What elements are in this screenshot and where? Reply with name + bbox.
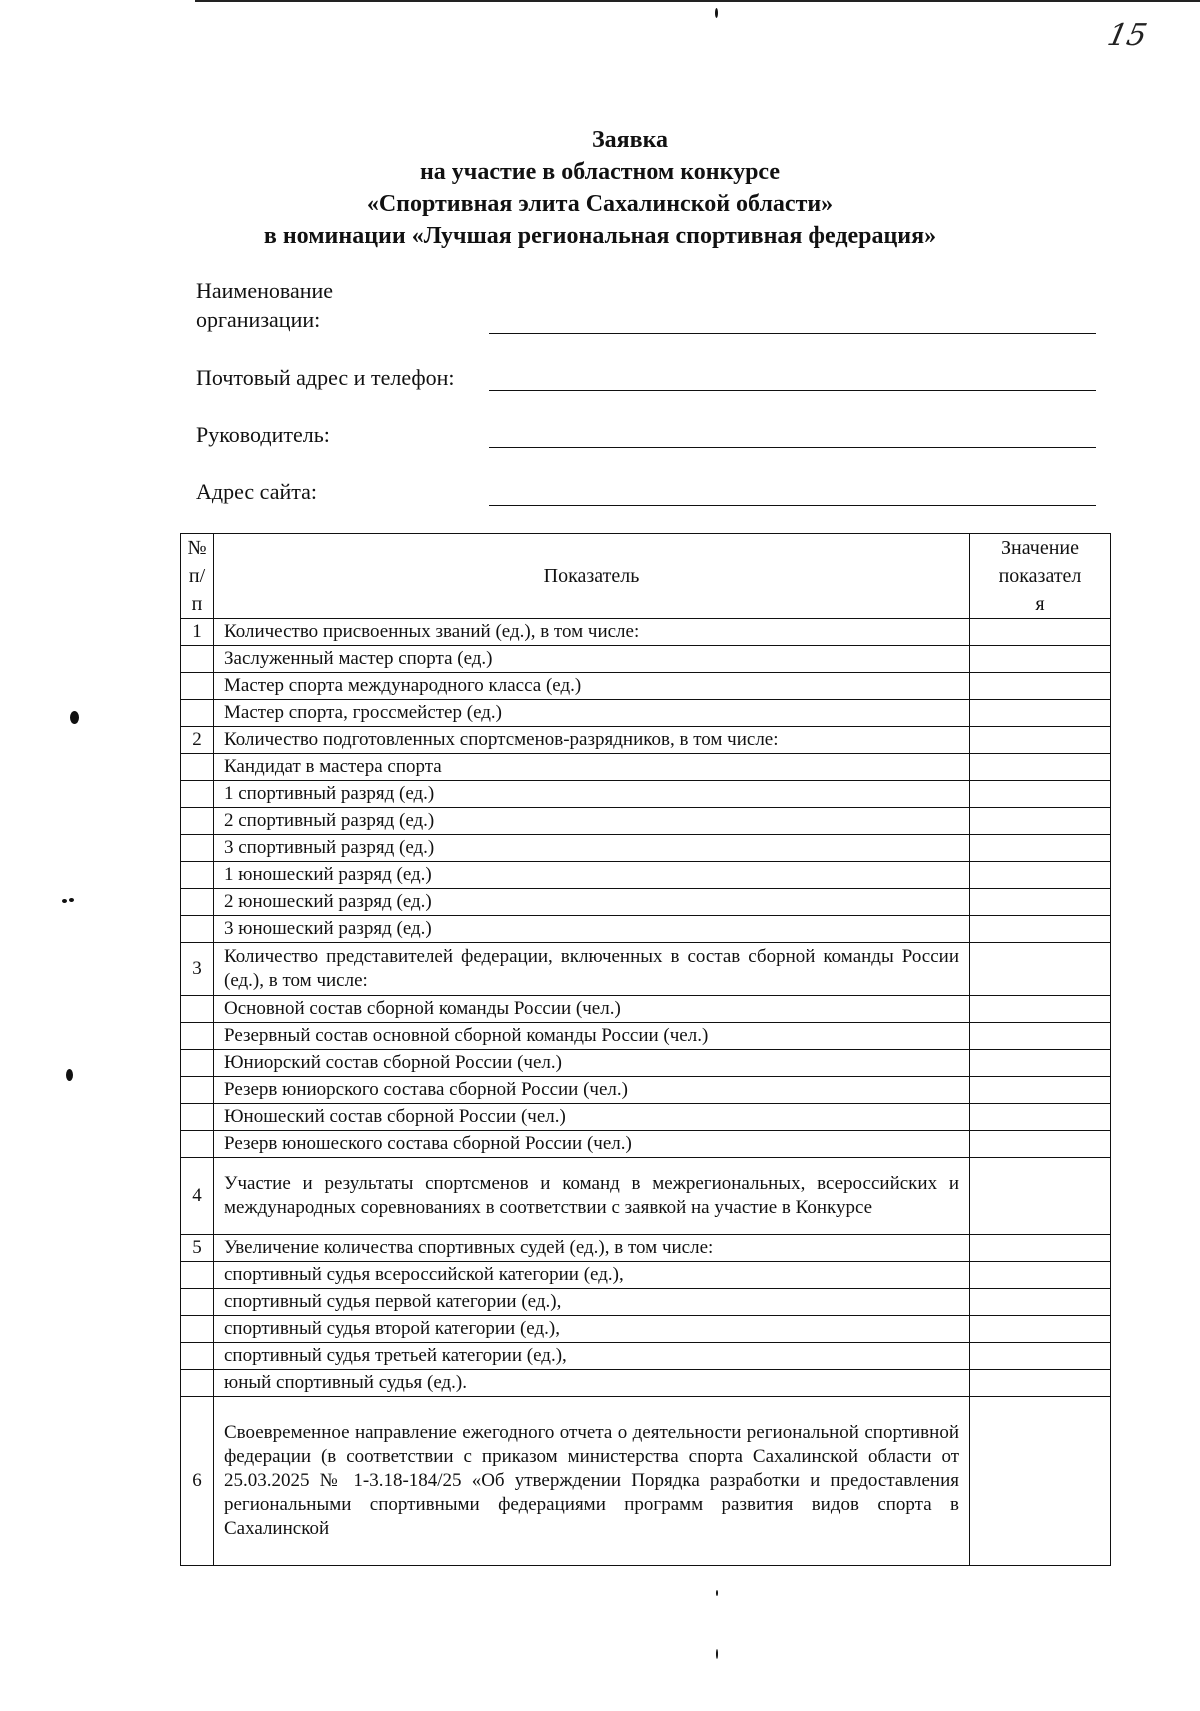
row-value-cell[interactable] <box>970 646 1111 673</box>
scan-speck <box>69 898 74 902</box>
head-field[interactable] <box>489 447 1096 448</box>
table-row <box>181 1131 1111 1158</box>
row-number-cell <box>181 1077 214 1104</box>
row-number-cell <box>181 673 214 700</box>
row-indicator-cell: спортивный судья второй категории (ед.), <box>214 1316 970 1343</box>
header-value-line-2: показател <box>998 565 1082 587</box>
row-indicator-cell: Заслуженный мастер спорта (ед.) <box>214 646 970 673</box>
table-row <box>181 700 1111 727</box>
row-number-cell <box>181 1262 214 1289</box>
row-indicator-cell: Количество подготовленных спортсменов-разрядников, в том числе: <box>214 727 970 754</box>
scan-speck <box>70 711 79 724</box>
row-value-cell[interactable] <box>970 943 1111 996</box>
row-indicator-cell: 1 спортивный разряд (ед.) <box>214 781 970 808</box>
top-border-line <box>195 0 1200 2</box>
document-title <box>0 124 1200 252</box>
row-number-cell <box>181 700 214 727</box>
header-num-line-3: п <box>191 593 203 615</box>
row-value-cell[interactable] <box>970 727 1111 754</box>
row-indicator-cell: 3 юношеский разряд (ед.) <box>214 916 970 943</box>
org-name-field[interactable] <box>489 333 1096 334</box>
website-label: Адрес сайта: <box>196 479 317 504</box>
table-row <box>181 1316 1111 1343</box>
row-indicator-cell: Резервный состав основной сборной команды России (чел.) <box>214 1023 970 1050</box>
table-row <box>181 889 1111 916</box>
row-indicator-cell: Основной состав сборной команды России (чел.) <box>214 996 970 1023</box>
row-value-cell[interactable] <box>970 1023 1111 1050</box>
header-value-cell <box>970 534 1111 619</box>
row-value-cell[interactable] <box>970 1343 1111 1370</box>
row-indicator-cell: Мастер спорта международного класса (ед.) <box>214 673 970 700</box>
table-row <box>181 835 1111 862</box>
row-number-cell: 3 <box>181 943 214 996</box>
row-indicator-cell: Юниорский состав сборной России (чел.) <box>214 1050 970 1077</box>
table-row <box>181 1235 1111 1262</box>
table-body <box>181 619 1111 1566</box>
row-number-cell <box>181 781 214 808</box>
org-name-label <box>196 276 333 334</box>
page-number: 15 <box>1104 18 1150 53</box>
table-row <box>181 1370 1111 1397</box>
row-number-cell: 1 <box>181 619 214 646</box>
row-value-cell[interactable] <box>970 1289 1111 1316</box>
table-row <box>181 727 1111 754</box>
row-indicator-cell: 3 спортивный разряд (ед.) <box>214 835 970 862</box>
row-value-cell[interactable] <box>970 1316 1111 1343</box>
row-number-cell: 2 <box>181 727 214 754</box>
row-number-cell <box>181 1131 214 1158</box>
table-row <box>181 781 1111 808</box>
row-value-cell[interactable] <box>970 996 1111 1023</box>
header-indicator-cell: Показатель <box>214 534 970 619</box>
scan-speck <box>62 899 67 903</box>
header-value-line-1: Значение <box>1000 537 1080 559</box>
table-row <box>181 1023 1111 1050</box>
row-value-cell[interactable] <box>970 1158 1111 1235</box>
indicators-table <box>180 533 1111 1566</box>
table-row <box>181 1158 1111 1235</box>
table-row <box>181 754 1111 781</box>
table-row <box>181 1289 1111 1316</box>
row-value-cell[interactable] <box>970 619 1111 646</box>
row-number-cell <box>181 889 214 916</box>
table-row <box>181 943 1111 996</box>
row-value-cell[interactable] <box>970 1077 1111 1104</box>
row-number-cell <box>181 835 214 862</box>
table-row <box>181 1262 1111 1289</box>
row-value-cell[interactable] <box>970 1397 1111 1566</box>
row-number-cell <box>181 862 214 889</box>
row-value-cell[interactable] <box>970 754 1111 781</box>
row-number-cell <box>181 996 214 1023</box>
row-indicator-cell: 2 спортивный разряд (ед.) <box>214 808 970 835</box>
row-number-cell <box>181 916 214 943</box>
row-value-cell[interactable] <box>970 1131 1111 1158</box>
table-row <box>181 1397 1111 1566</box>
head-label: Руководитель: <box>196 422 330 447</box>
address-label: Почтовый адрес и телефон: <box>196 365 455 390</box>
table-row <box>181 1077 1111 1104</box>
row-indicator-cell: 1 юношеский разряд (ед.) <box>214 862 970 889</box>
row-number-cell <box>181 646 214 673</box>
header-value-line-3: я <box>1035 593 1045 615</box>
row-indicator-cell: Участие и результаты спортсменов и команд в межрегиональных, всероссийских и международных соревнованиях в соответствии с заявкой на участие в Конкурсе <box>214 1158 970 1235</box>
table-row <box>181 916 1111 943</box>
row-indicator-cell: 2 юношеский разряд (ед.) <box>214 889 970 916</box>
row-indicator-cell: спортивный судья всероссийской категории (ед.), <box>214 1262 970 1289</box>
row-value-cell[interactable] <box>970 1104 1111 1131</box>
table-row <box>181 619 1111 646</box>
row-number-cell <box>181 1050 214 1077</box>
title-line-1: Заявка <box>591 127 669 153</box>
title-line-4: в номинации «Лучшая региональная спортивная федерация» <box>263 223 937 249</box>
table-row <box>181 1050 1111 1077</box>
row-indicator-cell: Кандидат в мастера спорта <box>214 754 970 781</box>
scan-speck <box>716 1649 718 1659</box>
table-row <box>181 646 1111 673</box>
row-indicator-cell: Юношеский состав сборной России (чел.) <box>214 1104 970 1131</box>
row-number-cell <box>181 1023 214 1050</box>
address-field[interactable] <box>489 390 1096 391</box>
scan-speck <box>66 1069 73 1081</box>
row-indicator-cell: Мастер спорта, гроссмейстер (ед.) <box>214 700 970 727</box>
header-num-line-2: п/ <box>188 565 206 587</box>
row-value-cell[interactable] <box>970 1370 1111 1397</box>
row-number-cell <box>181 1316 214 1343</box>
row-indicator-cell: Количество представителей федерации, включенных в состав сборной команды России (ед.), в том числе: <box>214 943 970 996</box>
row-indicator-cell: Резерв юношеского состава сборной России (чел.) <box>214 1131 970 1158</box>
row-number-cell <box>181 1289 214 1316</box>
row-indicator-cell: юный спортивный судья (ед.). <box>214 1370 970 1397</box>
row-value-cell[interactable] <box>970 916 1111 943</box>
row-number-cell <box>181 1343 214 1370</box>
row-value-cell[interactable] <box>970 781 1111 808</box>
website-field[interactable] <box>489 505 1096 506</box>
row-indicator-cell: Резерв юниорского состава сборной России (чел.) <box>214 1077 970 1104</box>
scan-speck <box>716 1590 718 1596</box>
table-row <box>181 862 1111 889</box>
row-indicator-cell: спортивный судья первой категории (ед.), <box>214 1289 970 1316</box>
row-number-cell: 5 <box>181 1235 214 1262</box>
scan-speck <box>715 8 718 18</box>
row-number-cell <box>181 1104 214 1131</box>
table-row <box>181 1343 1111 1370</box>
table-row <box>181 1104 1111 1131</box>
row-number-cell <box>181 1370 214 1397</box>
row-value-cell[interactable] <box>970 862 1111 889</box>
header-num-cell <box>181 534 214 619</box>
row-indicator-cell: Своевременное направление ежегодного отчета о деятельности региональной спортивной федерации (в соответствии с приказом министерства спорта Сахалинской области от 25.03.2025 № 1-3.18-184/25 «Об утверждении Порядка разработки и предоставления региональными спортивными федерациями программ развития видов спорта в Сахалинской <box>214 1397 970 1566</box>
table-row <box>181 673 1111 700</box>
row-value-cell[interactable] <box>970 1050 1111 1077</box>
row-value-cell[interactable] <box>970 700 1111 727</box>
row-value-cell[interactable] <box>970 1262 1111 1289</box>
row-value-cell[interactable] <box>970 1235 1111 1262</box>
header-num-line-1: № <box>187 537 207 559</box>
row-indicator-cell: Количество присвоенных званий (ед.), в том числе: <box>214 619 970 646</box>
table-header-row <box>181 534 1111 619</box>
row-number-cell <box>181 808 214 835</box>
table-row <box>181 808 1111 835</box>
row-number-cell <box>181 754 214 781</box>
row-value-cell[interactable] <box>970 835 1111 862</box>
title-line-3: «Спортивная элита Сахалинской области» <box>366 191 834 217</box>
row-value-cell[interactable] <box>970 673 1111 700</box>
title-line-2: на участие в областном конкурсе <box>419 159 781 185</box>
org-name-label-line-2: организации: <box>196 307 321 332</box>
org-name-label-line-1: Наименование <box>196 278 334 303</box>
row-number-cell: 6 <box>181 1397 214 1566</box>
row-indicator-cell: спортивный судья третьей категории (ед.), <box>214 1343 970 1370</box>
row-value-cell[interactable] <box>970 889 1111 916</box>
row-number-cell: 4 <box>181 1158 214 1235</box>
row-value-cell[interactable] <box>970 808 1111 835</box>
row-indicator-cell: Увеличение количества спортивных судей (ед.), в том числе: <box>214 1235 970 1262</box>
table-row <box>181 996 1111 1023</box>
